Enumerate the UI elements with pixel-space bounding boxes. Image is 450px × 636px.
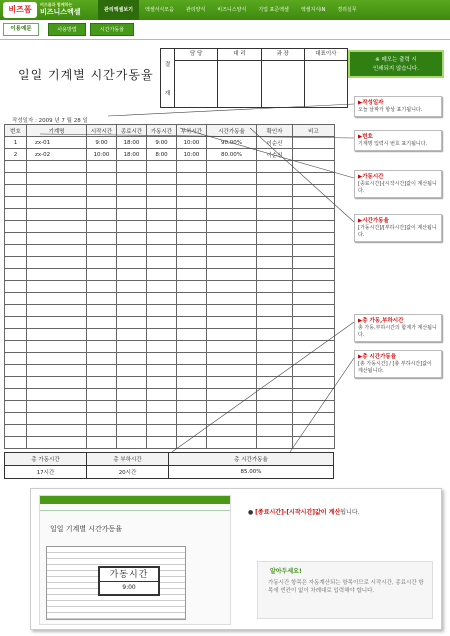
example-thumbnail bbox=[39, 495, 231, 625]
table-cell[interactable]: zx-01 bbox=[27, 137, 87, 149]
note-title: ▶가동시간 bbox=[358, 174, 384, 180]
notice-line-2: 인쇄되지 않습니다. bbox=[372, 66, 419, 72]
nav-item-4[interactable]: 엑셀지식iN bbox=[300, 7, 326, 13]
tip-box bbox=[257, 561, 433, 619]
date-label: 작성일자 : bbox=[12, 118, 37, 124]
zoom-label: 가동시간 bbox=[100, 568, 158, 582]
callout-text bbox=[248, 507, 360, 516]
note-body: 오늘 날짜가 항상 표기됩니다. bbox=[358, 107, 423, 113]
document-title: 일일 기계별 시간가동율 bbox=[18, 68, 154, 82]
pointer-line bbox=[108, 104, 354, 116]
total-header: 총 부하시간 bbox=[87, 453, 169, 466]
callout-highlight: [종료시간]-[시작시간]값이 계산 bbox=[255, 509, 341, 516]
note-title: ▶총 가동,부하시간 bbox=[358, 318, 404, 324]
approval-side-label-1: 결 bbox=[164, 61, 171, 68]
note-body: [가동시간]/[부하시간]값이 계산됩니다. bbox=[358, 225, 437, 238]
note-body: 총 가동,부하시간의 합계가 계산됩니다. bbox=[358, 325, 437, 338]
column-header: 번호 bbox=[5, 125, 27, 137]
note-title: ▶번호 bbox=[358, 134, 373, 140]
table-cell[interactable]: 이순신 bbox=[257, 137, 293, 149]
usage-example-panel bbox=[30, 488, 442, 630]
note-body: [종료시간]-[시작시간]값이 계산됩니다. bbox=[358, 181, 437, 194]
approval-header: 대표이사 bbox=[305, 49, 347, 61]
table-cell[interactable]: 이순신 bbox=[257, 149, 293, 161]
column-header: 시작시간 bbox=[87, 125, 117, 137]
table-cell[interactable]: zx-02 bbox=[27, 149, 87, 161]
pointer-line bbox=[180, 128, 354, 178]
brand-text: 비즈니스엑셀 bbox=[40, 8, 81, 16]
total-header: 총 시간가동율 bbox=[169, 453, 334, 466]
table-cell[interactable]: 9:00 bbox=[87, 137, 117, 149]
pointer-line bbox=[250, 128, 354, 222]
note-title: ▶총 시간가동율 bbox=[358, 354, 397, 360]
approval-header: 담 당 bbox=[175, 49, 217, 61]
total-utilization[interactable]: 85.00% bbox=[169, 466, 334, 479]
date-value: 2009 년 7 월 28 일 bbox=[38, 118, 88, 124]
table-cell[interactable]: 2 bbox=[5, 149, 27, 161]
note-body: 기계명 입력시 번호 표기됩니다. bbox=[358, 141, 428, 147]
callout-bullet: ● bbox=[248, 509, 256, 516]
column-header: 종료시간 bbox=[117, 125, 147, 137]
table-cell[interactable]: 18:00 bbox=[117, 137, 147, 149]
usage-button[interactable]: 사용방법 bbox=[48, 23, 86, 36]
zoom-cell bbox=[98, 566, 160, 596]
note-title: ▶작성일자 bbox=[358, 100, 384, 106]
pointer-line bbox=[40, 134, 354, 138]
table-cell[interactable]: 18:00 bbox=[117, 149, 147, 161]
table-cell[interactable]: 1 bbox=[5, 137, 27, 149]
tip-body: 가동시간 항목은 자동계산되는 항목이므로 시작시간, 종료시간 항목에 빈칸이 없이 차례대로 입력해야 합니다. bbox=[268, 580, 424, 594]
pointer-line bbox=[290, 358, 354, 452]
column-header: 비고 bbox=[293, 125, 335, 137]
table-cell[interactable]: 8:00 bbox=[147, 149, 177, 161]
thumb-nav-bar bbox=[40, 496, 230, 504]
note-body: [총 가동시간] / [총 부하시간]값이 계산됩니다. bbox=[358, 361, 432, 374]
pointer-line bbox=[172, 322, 354, 452]
tip-title: 알아두세요! bbox=[270, 568, 302, 575]
column-header: 가동시간 bbox=[147, 125, 177, 137]
approval-header: 과 장 bbox=[262, 49, 304, 61]
total-work-time[interactable]: 17시간 bbox=[5, 466, 87, 479]
note-title: ▶시간가동율 bbox=[358, 218, 389, 224]
thumb-sub-bar bbox=[40, 504, 230, 511]
column-header: 부하시간 bbox=[177, 125, 207, 137]
utilization-button[interactable]: 시간가동율 bbox=[90, 23, 134, 36]
sub-nav-label: 이용예문 bbox=[3, 23, 39, 36]
nav-item-5[interactable]: 경리실무 bbox=[337, 7, 357, 13]
nav-item-3[interactable]: 기업 표준엑셀 bbox=[258, 7, 289, 13]
column-header: 시간가동율 bbox=[207, 125, 257, 137]
nav-item-0[interactable]: 엑셀서식모음 bbox=[144, 7, 174, 13]
table-cell[interactable]: 80.00% bbox=[207, 149, 257, 161]
column-header: 기계명 bbox=[27, 125, 87, 137]
nav-item-2[interactable]: 비즈니스양식 bbox=[217, 7, 247, 13]
thumb-title: 일일 기계별 시간가동율 bbox=[50, 525, 123, 533]
table-cell[interactable]: 10:00 bbox=[177, 137, 207, 149]
notice-line-1: ※ 메모는 출력 시 bbox=[375, 57, 417, 63]
brand-small-text: 비즈폼과 함께하는 bbox=[40, 2, 73, 7]
callout-suffix: 됩니다. bbox=[340, 509, 360, 516]
table-cell[interactable]: 9:00 bbox=[147, 137, 177, 149]
total-load-time[interactable]: 20시간 bbox=[87, 466, 169, 479]
approval-header: 대 리 bbox=[218, 49, 260, 61]
bizform-logo[interactable]: 비즈폼 bbox=[3, 2, 37, 18]
approval-side-label-2: 재 bbox=[164, 90, 171, 97]
nav-item-1[interactable]: 관리양식 bbox=[185, 7, 206, 13]
table-cell[interactable]: 10:00 bbox=[177, 149, 207, 161]
table-cell[interactable]: 90.00% bbox=[207, 137, 257, 149]
nav-item-active[interactable]: 관리엑셀보기 bbox=[98, 0, 139, 20]
table-cell[interactable]: 10:00 bbox=[87, 149, 117, 161]
total-header: 총 가동시간 bbox=[5, 453, 87, 466]
column-header: 확인자 bbox=[257, 125, 293, 137]
zoom-value: 9:00 bbox=[122, 584, 136, 591]
